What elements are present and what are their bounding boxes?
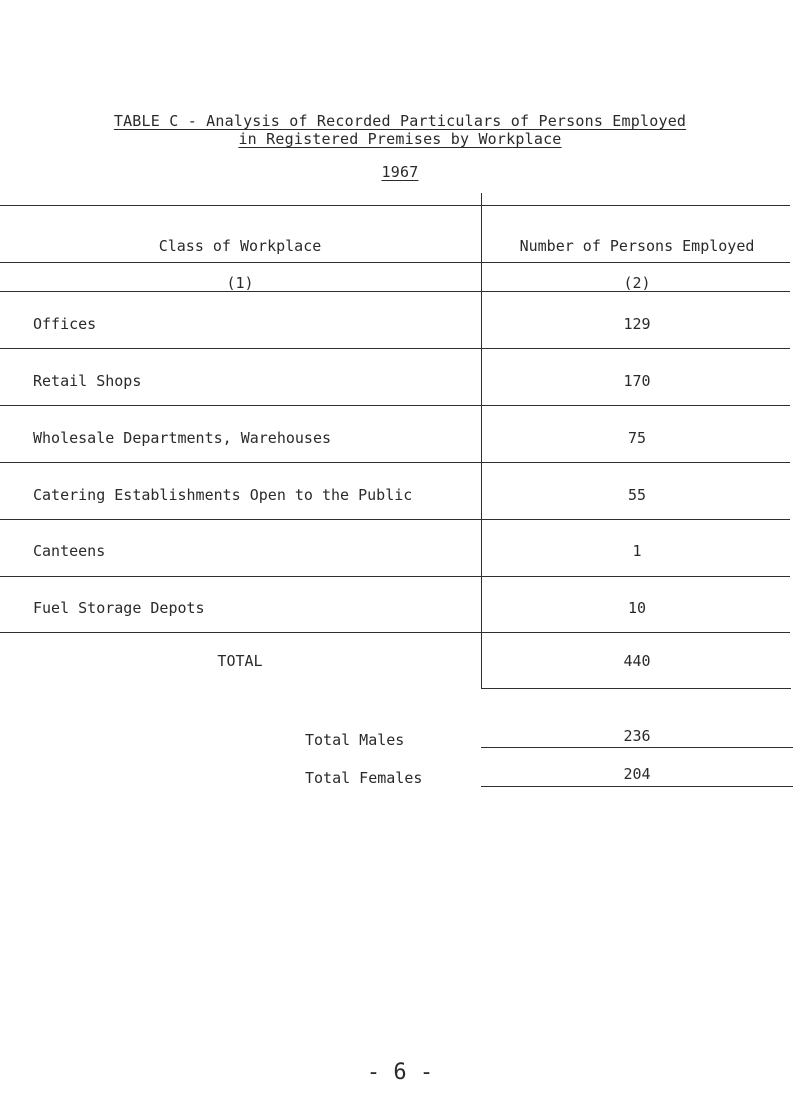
page-number: - 6 - (366, 1060, 434, 1085)
header-class-of-workplace: Class of Workplace (158, 237, 322, 255)
year-label: 1967 (381, 163, 419, 181)
row-workplace: Offices (33, 315, 97, 333)
table-year (0, 163, 800, 181)
row-workplace: Retail Shops (33, 372, 142, 390)
table-rule (0, 262, 790, 263)
total-females-label: Total Females (305, 769, 423, 787)
total-males-label: Total Males (305, 731, 405, 749)
table-rule (481, 688, 791, 689)
row-employed: 1 (632, 542, 642, 560)
column-number-1: (1) (226, 274, 254, 292)
total-label: TOTAL (217, 652, 263, 670)
table-rule (0, 519, 790, 520)
row-employed: 75 (627, 429, 647, 447)
table-rule (0, 576, 790, 577)
summary-rule (481, 747, 793, 748)
summary-rule (481, 786, 793, 787)
total-females-value: 204 (623, 765, 651, 783)
row-employed: 10 (627, 599, 647, 617)
total-value: 440 (623, 652, 651, 670)
row-employed: 170 (623, 372, 651, 390)
total-males-value: 236 (623, 727, 651, 745)
table-title-line-2: in Registered Premises by Workplace (238, 130, 562, 148)
row-employed: 55 (627, 486, 647, 504)
table-title-line-1: TABLE C - Analysis of Recorded Particulars of Persons Employed (113, 112, 687, 130)
row-workplace: Catering Establishments Open to the Public (33, 486, 413, 504)
table-rule (0, 632, 790, 633)
table-title (0, 112, 800, 130)
table-rule (0, 205, 790, 206)
column-divider (481, 193, 482, 688)
table-rule (0, 405, 790, 406)
row-employed: 129 (623, 315, 651, 333)
table-rule (0, 462, 790, 463)
row-workplace: Wholesale Departments, Warehouses (33, 429, 332, 447)
table-rule (0, 348, 790, 349)
header-number-employed: Number of Persons Employed (519, 237, 755, 255)
table-subtitle (0, 130, 800, 148)
row-workplace: Fuel Storage Depots (33, 599, 205, 617)
column-number-2: (2) (623, 274, 651, 292)
row-workplace: Canteens (33, 542, 106, 560)
